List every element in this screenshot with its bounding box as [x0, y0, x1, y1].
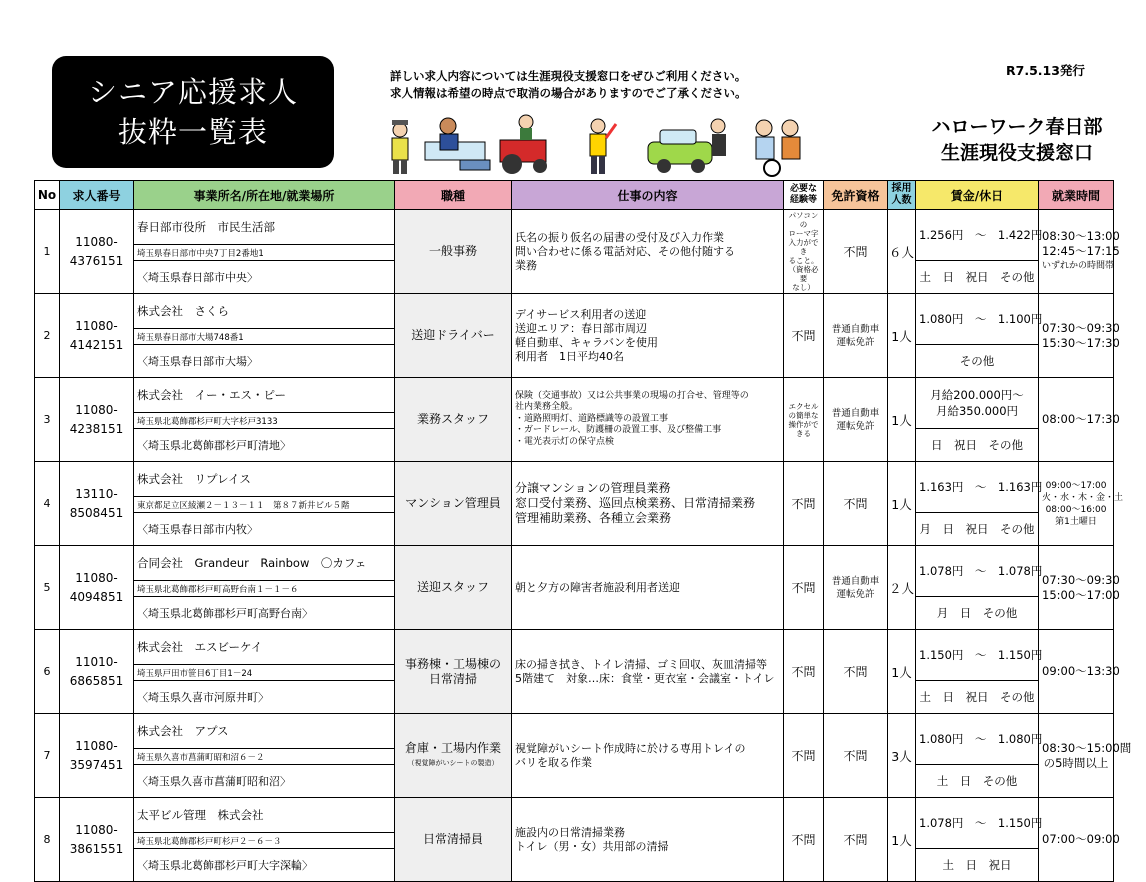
row-number: 6: [35, 630, 60, 714]
job-title: [395, 462, 512, 546]
col-header-headcount-line-2: 人数: [891, 195, 912, 206]
required-experience-line: 入力ができ: [788, 238, 819, 256]
working-hours-line: 08:30～15:00間: [1042, 740, 1132, 755]
job-description-line: 窓口受付業務、巡回点検業務、日常清掃業務: [515, 496, 756, 510]
headcount: ２人: [888, 546, 916, 630]
working-hours: [1039, 798, 1120, 882]
wage-range: 1.150円 ～ 1.150円: [919, 648, 1043, 662]
holidays: 土 日 その他: [916, 765, 1039, 798]
required-experience: [784, 798, 824, 882]
job-number-part-2: 3597451: [69, 757, 124, 772]
employer-name: 株式会社 さくら: [134, 294, 395, 329]
taxi-icon: [648, 119, 726, 173]
required-license: [824, 546, 888, 630]
wage-range: 1.080円 ～ 1.080円: [919, 732, 1043, 746]
working-hours-line: 09:00～13:30: [1042, 664, 1120, 678]
job-description: [512, 798, 784, 882]
work-location: 〈埼玉県春日部市大場〉: [134, 345, 395, 378]
required-experience: [784, 294, 824, 378]
required-experience-line: 不問: [791, 329, 816, 343]
wage-range: 1.256円 ～ 1.422円: [919, 228, 1043, 242]
holidays: 日 祝日 その他: [916, 429, 1039, 462]
wage-range: 月給200.000円～: [930, 388, 1024, 402]
wage: [916, 210, 1043, 261]
required-license-line: 不問: [843, 245, 868, 259]
job-number: [60, 630, 134, 714]
job-description-line: ・電光表示灯の保守点検: [515, 436, 615, 447]
working-hours: [1039, 546, 1120, 630]
required-experience-line: 不問: [791, 749, 816, 763]
employer-address: 埼玉県北葛飾郡杉戸町杉戸２－６－３: [134, 833, 395, 849]
headcount: 3人: [888, 714, 916, 798]
required-license: [824, 210, 888, 294]
wage-range: 1.078円 ～ 1.150円: [919, 816, 1043, 830]
job-title-text: マンション管理員: [405, 496, 501, 510]
working-hours: [1039, 294, 1120, 378]
col-header-id: 求人番号: [60, 181, 134, 210]
col-header-job: 職種: [395, 181, 512, 210]
work-location: 〈埼玉県北葛飾郡杉戸町清地〉: [134, 429, 395, 462]
job-description-line: トイレ（男・女）共用部の清掃: [515, 839, 669, 853]
required-license-line: 不問: [843, 749, 868, 763]
holidays: 土 日 祝日: [916, 849, 1039, 882]
worker-figure-icon: [392, 120, 408, 174]
wage-range: 1.078円 ～ 1.078円: [919, 564, 1043, 578]
job-number: [60, 294, 134, 378]
job-description: [512, 462, 784, 546]
required-experience-line: ローマ字: [788, 229, 819, 238]
cleaning-worker-icon: [425, 118, 490, 170]
work-location: 〈埼玉県春日部市中央〉: [134, 261, 395, 294]
wage-range: 1.080円 ～ 1.100円: [919, 312, 1043, 326]
col-header-employer: 事業所名/所在地/就業場所: [134, 181, 395, 210]
job-title: [395, 546, 512, 630]
row-number: 2: [35, 294, 60, 378]
job-number: [60, 798, 134, 882]
job-description-line: 軽自動車、キャラバンを使用: [515, 335, 658, 349]
job-number: [60, 210, 134, 294]
holidays: 土 日 祝日 その他: [916, 261, 1039, 294]
headcount: 1人: [888, 630, 916, 714]
office-line-1: ハローワーク春日部: [931, 116, 1103, 138]
job-title: [395, 378, 512, 462]
required-experience-line: 不問: [791, 833, 816, 847]
job-description-line: 朝と夕方の障害者施設利用者送迎: [515, 580, 680, 594]
wage-range: 1.163円 ～ 1.163円: [919, 480, 1043, 494]
required-experience: [784, 630, 824, 714]
employer-address: 埼玉県戸田市笹目6丁目1－24: [134, 665, 395, 681]
required-experience-line: パソコンの: [788, 211, 819, 229]
title-line-1: シニア応援求人: [87, 75, 298, 109]
job-number-part-2: 4094851: [69, 589, 124, 604]
job-description-line: 氏名の振り仮名の届書の受付及び入力作業: [515, 230, 724, 244]
job-title: [395, 798, 512, 882]
job-description-line: 分譲マンションの管理員業務: [515, 481, 671, 495]
wage: [916, 462, 1043, 513]
job-description-line: 保険（交通事故）又は公共事業の現場の打合せ、管理等の: [515, 390, 749, 401]
work-location: 〈埼玉県久喜市菖蒲町昭和沼〉: [134, 765, 395, 798]
work-location: 〈埼玉県久喜市河原井町〉: [134, 681, 395, 714]
employer-name: 株式会社 エスビーケイ: [134, 630, 395, 665]
caregiver-icon: [756, 120, 800, 176]
job-number: [60, 378, 134, 462]
table-row: [35, 714, 1114, 749]
job-description-line: バリを取る作業: [515, 755, 592, 769]
required-license-line: 普通自動車: [831, 407, 880, 419]
job-description: [512, 294, 784, 378]
row-number: 3: [35, 378, 60, 462]
traffic-guard-icon: [590, 119, 616, 174]
col-header-license: 免許資格: [824, 181, 888, 210]
job-number-part-2: 4376151: [69, 253, 124, 268]
working-hours: [1039, 210, 1120, 294]
job-number: [60, 546, 134, 630]
work-location: 〈埼玉県春日部市内牧〉: [134, 513, 395, 546]
headcount: 1人: [888, 294, 916, 378]
required-experience-line: 不問: [791, 665, 816, 679]
notice: [390, 68, 747, 102]
wage: [916, 714, 1043, 765]
employer-address: 埼玉県春日部市大場748番1: [134, 329, 395, 345]
job-description-line: 社内業務全般。: [515, 402, 579, 413]
job-description-line: 5階建て 対象…床：食堂・更衣室・会議室・トイレ: [515, 671, 775, 685]
working-hours-line: 07:30～09:30: [1042, 572, 1120, 587]
required-experience: [784, 378, 824, 462]
required-experience-line: エクセル: [788, 401, 819, 411]
job-description-line: ・ガードレール、防護柵の設置工事、及び整備工事: [515, 425, 722, 436]
required-license: [824, 462, 888, 546]
job-title-text: 一般事務: [428, 244, 477, 258]
job-description-line: 業務: [515, 258, 537, 272]
job-title-text: 倉庫・工場内作業: [404, 740, 501, 755]
employer-name: 株式会社 アプス: [134, 714, 395, 749]
job-number-part-1: 11080-: [75, 402, 118, 417]
job-number-part-1: 11080-: [75, 234, 118, 249]
notice-line-1: 詳しい求人内容については生涯現役支援窓口をぜひご利用ください。: [390, 69, 747, 83]
required-license-line: 運転免許: [836, 420, 875, 432]
headcount: 1人: [888, 462, 916, 546]
job-title: [395, 210, 512, 294]
job-title-text: 日常清掃員: [422, 832, 483, 846]
row-number: 5: [35, 546, 60, 630]
required-experience-line: きる: [796, 428, 811, 438]
job-description-line: デイサービス利用者の送迎: [515, 307, 647, 321]
office-name: [912, 114, 1122, 166]
worker-illustrations: [380, 112, 900, 178]
job-number: [60, 714, 134, 798]
row-number: 4: [35, 462, 60, 546]
employer-name: 株式会社 イー・エス・ピー: [134, 378, 395, 413]
required-experience-line: 操作がで: [788, 419, 819, 429]
headcount: ６人: [888, 210, 916, 294]
job-number-part-2: 4142151: [69, 337, 124, 352]
table-row: [35, 462, 1114, 497]
table-row: [35, 546, 1114, 581]
job-title: [395, 714, 512, 798]
tractor-icon: [500, 115, 547, 174]
job-description: [512, 630, 784, 714]
job-description-line: 視覚障がいシート作成時に於ける専用トレイの: [515, 741, 746, 755]
required-experience: [784, 714, 824, 798]
job-title-text: 業務スタッフ: [416, 412, 489, 426]
employer-address: 埼玉県北葛飾郡杉戸町高野台南１－１－６: [134, 581, 395, 597]
working-hours-line: 09:00～17:00: [1045, 480, 1107, 491]
job-title: [395, 294, 512, 378]
working-hours: [1039, 378, 1120, 462]
working-hours-line: 12:45～17:15: [1042, 244, 1120, 258]
job-listing-table: [34, 180, 1132, 882]
working-hours-line: 08:00～17:30: [1042, 412, 1120, 426]
employer-address: 埼玉県久喜市菖蒲町昭和沼６－２: [134, 749, 395, 765]
job-number: [60, 462, 134, 546]
employer-name: 春日部市役所 市民生活部: [134, 210, 395, 245]
row-number: 7: [35, 714, 60, 798]
required-experience: [784, 210, 824, 294]
wage: [916, 294, 1043, 345]
required-experience: [784, 462, 824, 546]
col-header-description: 仕事の内容: [512, 181, 784, 210]
job-description-line: 施設内の日常清掃業務: [515, 825, 625, 839]
job-description-line: 送迎エリア：春日部市周辺: [515, 321, 647, 335]
headcount: 1人: [888, 378, 916, 462]
working-hours-line: の5時間以上: [1043, 755, 1109, 770]
notice-line-2: 求人情報は希望の時点で取消の場合がありますのでご了承ください。: [390, 86, 747, 100]
table-header-row: [35, 181, 1114, 210]
job-description: [512, 210, 784, 294]
job-number-part-2: 8508451: [69, 505, 124, 520]
employer-name: 合同会社 Grandeur Rainbow 〇カフェ: [134, 546, 395, 581]
wage: [916, 378, 1039, 429]
table-row: [35, 378, 1114, 413]
table-row: [35, 210, 1114, 245]
required-license: [824, 714, 888, 798]
job-description: [512, 546, 784, 630]
col-header-no: No: [35, 181, 60, 210]
job-number-part-1: 13110-: [75, 486, 118, 501]
employer-name: 株式会社 リプレイス: [134, 462, 395, 497]
employer-address: 埼玉県北葛飾郡杉戸町大字杉戸3133: [134, 413, 395, 429]
holidays: 月 日 祝日 その他: [916, 513, 1039, 546]
work-location: 〈埼玉県北葛飾郡杉戸町大字深輪〉: [134, 849, 395, 882]
working-hours: [1039, 714, 1132, 798]
job-title-text: 事務棟・工場棟の: [404, 656, 501, 671]
holidays: 土 日 祝日 その他: [916, 681, 1039, 714]
col-header-hours: 就業時間: [1039, 181, 1114, 210]
table-row: [35, 630, 1114, 665]
required-license-line: 普通自動車: [831, 323, 880, 335]
job-title: [395, 630, 512, 714]
required-license-line: 不問: [843, 833, 868, 847]
required-license: [824, 798, 888, 882]
required-license-line: 運転免許: [836, 588, 875, 600]
working-hours-line: 15:00～17:00: [1042, 587, 1120, 602]
job-description-line: 管理補助業務、各種立会業務: [515, 511, 672, 525]
title-box: [52, 56, 334, 168]
working-hours: [1039, 630, 1120, 714]
work-location: 〈埼玉県北葛飾郡杉戸町高野台南〉: [134, 597, 395, 630]
job-description-line: 利用者 1日平均40名: [515, 349, 624, 363]
job-description-line: ・道路照明灯、道路標識等の設置工事: [515, 413, 669, 424]
table-row: [35, 798, 1114, 833]
employer-address: 東京都足立区綾瀬２－１３－１１ 第８７新井ビル５階: [134, 497, 395, 513]
holidays: 月 日 その他: [916, 597, 1039, 630]
required-license: [824, 630, 888, 714]
table-row: [35, 294, 1114, 329]
required-license-line: 運転免許: [836, 336, 875, 348]
working-hours-line: 07:00～09:00: [1042, 832, 1120, 846]
wage-range-2: 月給350.000円: [935, 404, 1019, 418]
working-hours-line: 火・水・木・金・土: [1042, 492, 1124, 503]
job-description-line: 問い合わせに係る電話対応、その他付随する: [515, 244, 735, 258]
job-title-text-2: 日常清掃: [428, 671, 477, 686]
wage: [916, 798, 1043, 849]
required-license: [824, 378, 888, 462]
working-hours: [1039, 462, 1124, 546]
working-hours-line: 15:30～17:30: [1042, 335, 1120, 350]
holidays: その他: [916, 345, 1039, 378]
required-experience-line: 不問: [791, 581, 816, 595]
working-hours-line: 08:30～13:00: [1042, 229, 1120, 243]
row-number: 8: [35, 798, 60, 882]
required-experience-line: なし）: [792, 283, 815, 292]
col-header-wage: 賃金/休日: [916, 181, 1039, 210]
required-license: [824, 294, 888, 378]
job-number-part-2: 6865851: [69, 673, 124, 688]
working-hours-line: 07:30～09:30: [1042, 320, 1120, 335]
job-description: [512, 378, 784, 462]
col-header-experience-line-1: 必要な: [789, 184, 817, 194]
required-experience-line: （資格必要: [788, 265, 819, 283]
required-license-line: 不問: [843, 665, 868, 679]
job-number-part-1: 11080-: [75, 822, 118, 837]
job-title-text: 送迎ドライバー: [411, 328, 495, 342]
required-license-line: 普通自動車: [831, 575, 880, 587]
working-hours-note: いずれかの時間帯: [1042, 261, 1115, 271]
wage: [916, 630, 1043, 681]
working-hours-line: 08:00～16:00: [1045, 504, 1107, 515]
col-header-experience: [784, 181, 824, 210]
job-description-line: 床の掃き拭き、トイレ清掃、ゴミ回収、灰皿清掃等: [515, 657, 768, 671]
job-number-part-1: 11080-: [75, 738, 118, 753]
job-title-note: （視覚障がいシートの製造）: [407, 758, 499, 767]
job-number-part-1: 11010-: [75, 654, 118, 669]
employer-address: 埼玉県春日部市中央7丁目2番地1: [134, 245, 395, 261]
headcount: 1人: [888, 798, 916, 882]
job-description: [512, 714, 784, 798]
col-header-headcount: [888, 181, 916, 210]
required-experience-line: の簡単な: [788, 410, 819, 420]
issue-date: R7.5.13発行: [1006, 63, 1085, 78]
title-line-2: 抜粋一覧表: [117, 115, 268, 149]
job-title-text: 送迎スタッフ: [416, 580, 489, 594]
required-experience-line: 不問: [791, 497, 816, 511]
required-license-line: 不問: [843, 497, 868, 511]
job-number-part-1: 11080-: [75, 318, 118, 333]
col-header-experience-line-2: 経験等: [789, 195, 817, 205]
job-number-part-1: 11080-: [75, 570, 118, 585]
working-hours-line: 第1土曜日: [1055, 516, 1097, 527]
office-line-2: 生涯現役支援窓口: [940, 142, 1093, 164]
job-number-part-2: 4238151: [69, 421, 124, 436]
row-number: 1: [35, 210, 60, 294]
job-number-part-2: 3861551: [69, 841, 124, 856]
required-experience-line: ること。: [788, 256, 819, 265]
employer-name: 太平ビル管理 株式会社: [134, 798, 395, 833]
required-experience: [784, 546, 824, 630]
col-header-headcount-line-1: 採用: [891, 183, 912, 194]
wage: [916, 546, 1043, 597]
